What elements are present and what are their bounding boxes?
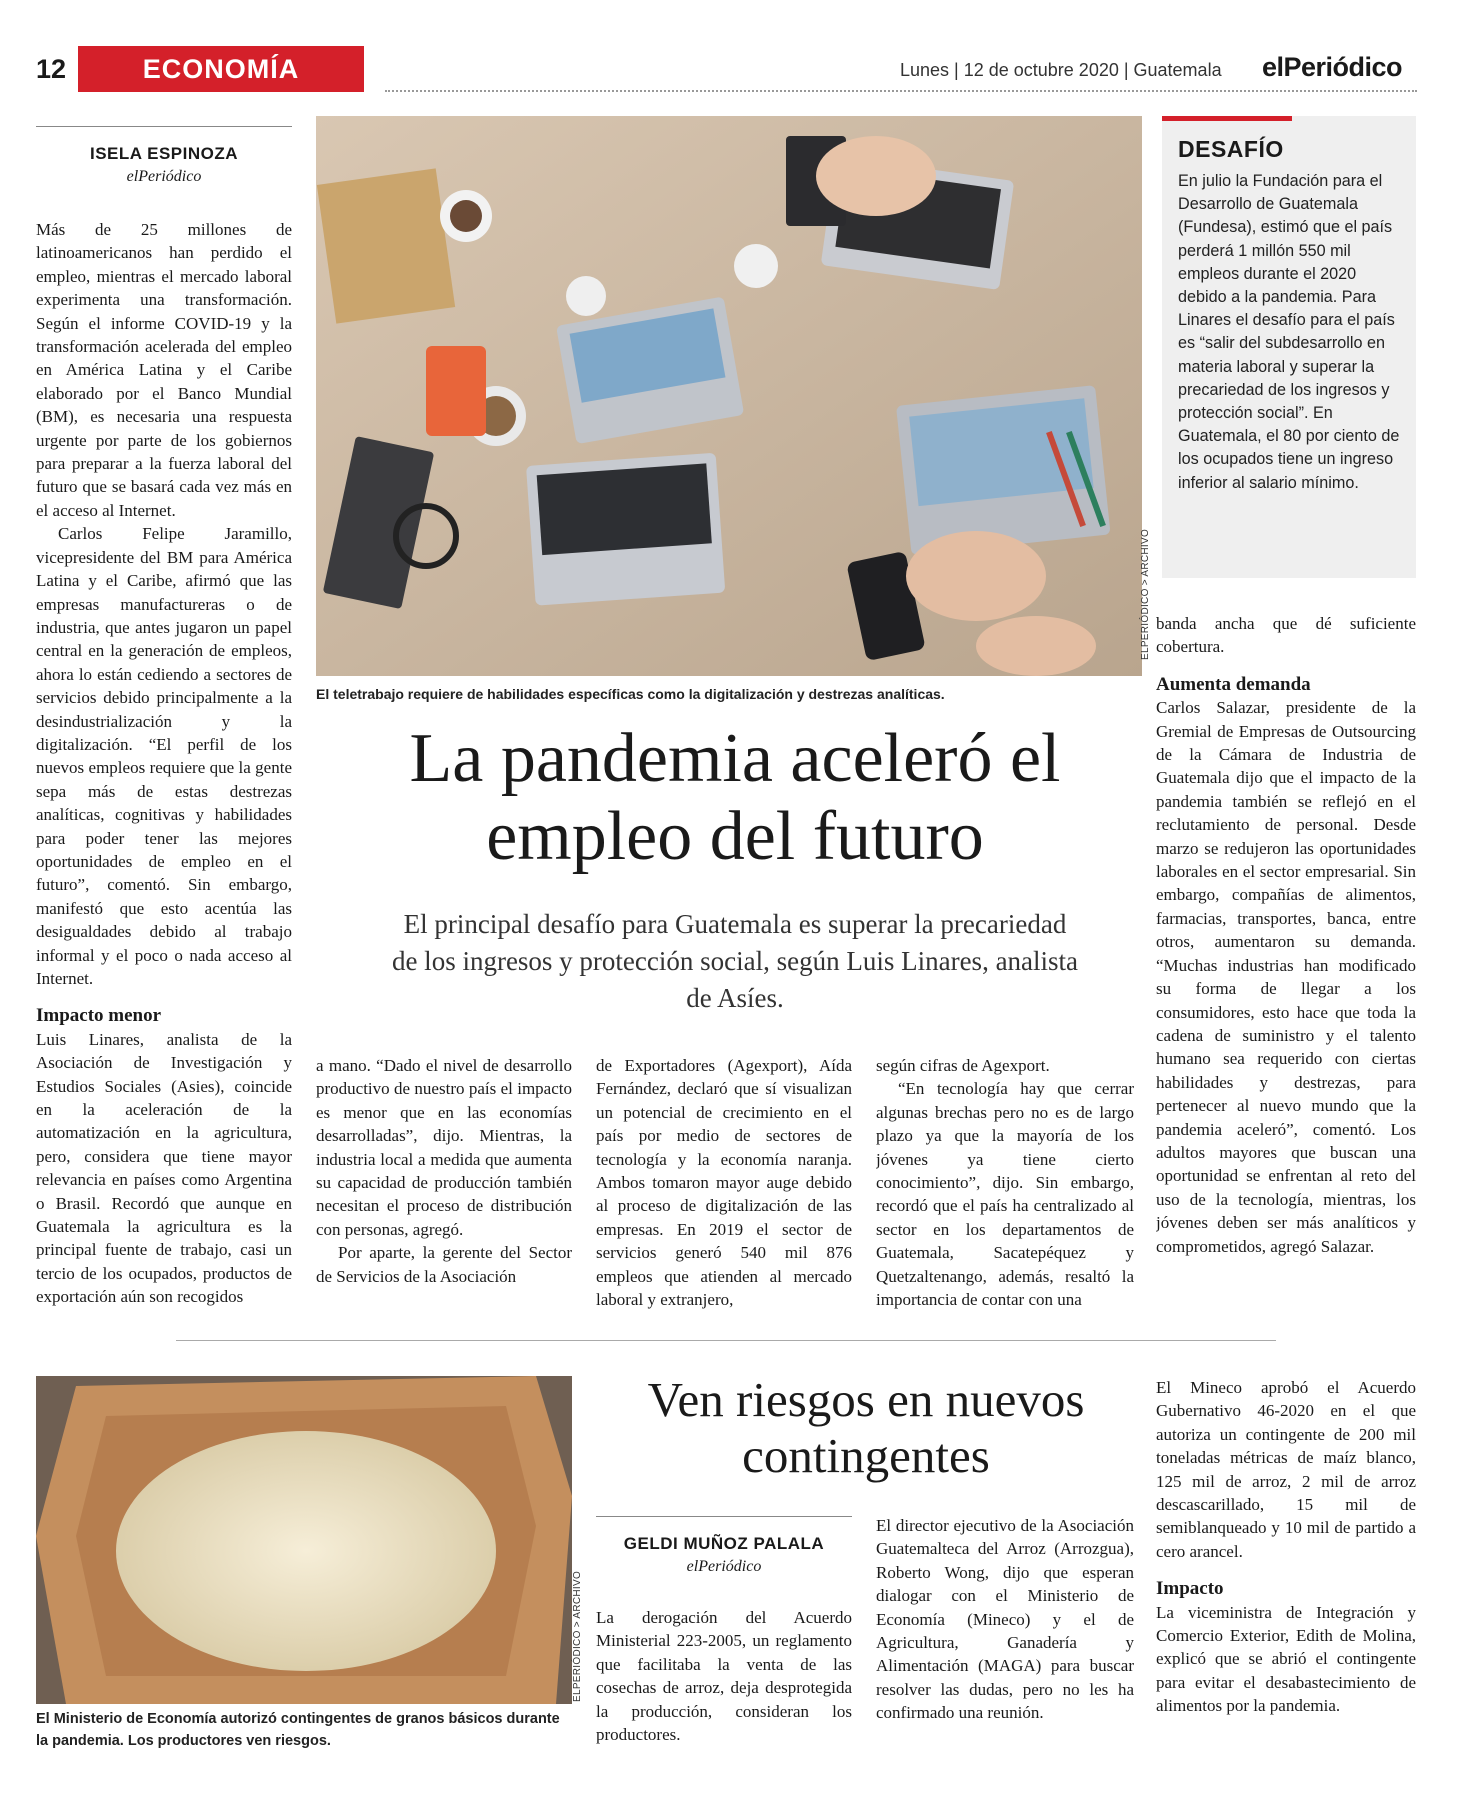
- photo-credit: ELPERIÓDICO > ARCHIVO: [572, 1570, 583, 1702]
- headline: Ven riesgos en nuevos contingentes: [647, 1372, 1085, 1483]
- column-4: [876, 1054, 1134, 1316]
- second-column-2: [876, 1514, 1134, 1796]
- section-label: ECONOMÍA: [78, 46, 364, 92]
- paragraph: Carlos Felipe Jaramillo, vicepresidente del BM para América Latina y el Caribe, afirmó que las empresas manufactureras o de industria, que antes jugaron un papel central en la generación de empleos, ahora lo están cediendo a sectores de servicios debido principalmente a la desindustrialización y la digitalización. “El perfil de los nuevos empleos requiere que la gente sepa más de estas destrezas analíticas, cognitivas y habilidades para poder tener las mejores oportunidades de empleo en el futuro”, comentó. Sin embargo, manifestó que esto acentúa las desigualdades debido al trabajo informal y el poco o nada acceso al Internet.: [36, 524, 292, 988]
- paragraph: Por aparte, la gerente del Sector de Servicios de la Asociación: [316, 1243, 572, 1286]
- paragraph: El Mineco aprobó el Acuerdo Gubernativo 46-2020 en el que autoriza un contingente de 200 mil toneladas métricas de maíz blanco, 125 mil de arroz, 2 mil de arroz descascarillado, 15 mil de semiblanqueado y 10 mil de partido a cero arancel.: [1156, 1378, 1416, 1561]
- photo-teletrabajo: [316, 116, 1142, 676]
- subheading: Aumenta demanda: [1156, 673, 1311, 695]
- byline-rule: [596, 1516, 852, 1517]
- newspaper-logo: elPeriódico: [1262, 52, 1403, 82]
- column-5: [1156, 612, 1416, 1318]
- byline-author: ISELA ESPINOZA: [89, 144, 239, 163]
- subheading: Impacto menor: [36, 1005, 162, 1027]
- column-1: [36, 218, 292, 1316]
- paragraph: banda ancha que dé suficiente cobertura.: [1156, 614, 1416, 657]
- paragraph: de Exportadores (Agexport), Aída Fernández, declaró que sí visualizan un potencial de crecimiento en el país por medio de sectores de tecnología y la economía naranja. Ambos tomaron mayor auge debido al proceso de digitalización de las empresas. En 2019 el sector de servicios generó 540 mil 876 empleos que atienden al mercado laboral y extranjero,: [596, 1056, 852, 1310]
- second-column-1: [596, 1606, 852, 1796]
- story-divider: [176, 1340, 1276, 1341]
- sidebar-title: DESAFÍO: [1178, 136, 1284, 162]
- byline: [596, 1534, 852, 1576]
- headline: La pandemia aceleró el empleo del futuro: [409, 720, 1061, 875]
- page-number: 12: [36, 54, 67, 84]
- sidebar-accent-bar: [1162, 116, 1292, 121]
- dateline: Lunes | 12 de octubre 2020 | Guatemala: [900, 60, 1222, 80]
- byline: [36, 144, 292, 186]
- column-2: [316, 1054, 572, 1316]
- byline-publication: elPeriódico: [126, 168, 202, 185]
- paragraph: Más de 25 millones de latinoamericanos han perdido el empleo, mientras el mercado laboral experimenta una transformación. Según el informe COVID-19 y la transformación acelerada del empleo en América Latina y el Caribe elaborado por el Banco Mundial (BM), es necesaria una respuesta urgente por parte de los gobiernos para preparar a la fuerza laboral del futuro que se basará cada vez más en el acceso al Internet.: [36, 220, 292, 520]
- paragraph: Luis Linares, analista de la Asociación de Investigación y Estudios Sociales (Asies), coincide en la aceleración de la automatización en la agricultura, pero, considera que tiene mayor relevancia en países como Argentina o Brasil. Recordó que aunque en Guatemala la agricultura es la principal fuente de trabajo, casi un tercio de los ocupados, productos de exportación aún son recogidos: [36, 1029, 292, 1307]
- paragraph: El director ejecutivo de la Asociación Guatemalteca del Arroz (Arrozgua), Roberto Wong, dijo que esperan dialogar con el Ministerio de Economía (Mineco) y el de Agricultura, Ganadería y Alimentación (MAGA) para buscar resolver las dudas, pero no les ha confirmado una reunión.: [876, 1516, 1134, 1723]
- paragraph: a mano. “Dado el nivel de desarrollo productivo de nuestro país el impacto es menor que en las economías desarrolladas”, dijo. Mientras, la industria local a medida que aumenta su capacidad de producción también necesitan el proceso de distribución con personas, agregó.: [316, 1056, 572, 1239]
- paragraph: Carlos Salazar, presidente de la Gremial de Empresas de Outsourcing de la Cámara de Industria de Guatemala dijo que el impacto de la pandemia también se reflejó en el reclutamiento de personal. Desde marzo se redujeron las oportunidades laborales en el sector empresarial. Sin embargo, compañías de alimentos, farmacias, transportes, banca, entre otros, aumentaron su demanda. “Muchas industrias han modificado su forma de llegar a los consumidores, esto hace que toda la cadena de suministro y el talento humano sea requerido con ciertas habilidades y destrezas, para pertenecer al nuevo mundo que la pandemia aceleró”, comentó. Los adultos mayores que buscan una oportunidad se enfrentan al reto del uso de la tecnología, mientras, los jóvenes deben ser más analíticos y comprometidos, agregó Salazar.: [1156, 698, 1416, 1256]
- paragraph: según cifras de Agexport.: [876, 1056, 1050, 1075]
- byline-author: GELDI MUÑOZ PALALA: [623, 1534, 825, 1553]
- paragraph: La viceministra de Integración y Comercio Exterior, Edith de Molina, explicó que se abrió el contingente para evitar el desabastecimiento de alimentos por la pandemia.: [1156, 1602, 1416, 1716]
- byline-rule: [36, 126, 292, 127]
- photo-caption: El Ministerio de Economía autorizó contingentes de granos básicos durante la pandemia. Los productores ven riesgos.: [36, 1711, 560, 1749]
- deck: El principal desafío para Guatemala es superar la precariedad de los ingresos y protección social, según Luis Linares, analista de Asíes.: [391, 909, 1079, 1013]
- photo-illustration: [36, 1376, 572, 1704]
- second-column-3: [1156, 1376, 1416, 1796]
- subheading: Impacto: [1156, 1578, 1224, 1600]
- byline-publication: elPeriódico: [686, 1558, 762, 1575]
- paragraph: La derogación del Acuerdo Ministerial 223-2005, un reglamento que facilitaba la venta de las cosechas de arroz, deja desprotegida la producción, consideran los productores.: [596, 1608, 852, 1745]
- column-3: [596, 1054, 852, 1316]
- photo-illustration: [316, 116, 1142, 676]
- photo-rice-sack: [36, 1376, 572, 1704]
- sidebar-body: En julio la Fundación para el Desarrollo de Guatemala (Fundesa), estimó que el país perderá 1 millón 550 mil empleos durante el 2020 debido a la pandemia. Para Linares el desafío para el país es “salir del subdesarrollo en materia laboral y superar la precariedad de los ingresos y protección social”. En Guatemala, el 80 por ciento de los ocupados tiene un ingreso inferior al salario mínimo.: [1178, 172, 1400, 492]
- photo-credit: ELPERIÓDICO > ARCHIVO: [1140, 528, 1151, 660]
- photo-caption: El teletrabajo requiere de habilidades específicas como la digitalización y destrezas analíticas.: [316, 686, 945, 702]
- header-rule: [385, 90, 1417, 92]
- paragraph: “En tecnología hay que cerrar algunas brechas pero no es de largo plazo ya que la mayoría de los jóvenes ya tiene cierto conocimiento”, dijo. Sin embargo, recordó que el país ha centralizado al sector en los departamentos de Guatemala, Sacatepéquez y Quetzaltenango, además, resaltó la importancia de contar con una: [876, 1079, 1134, 1310]
